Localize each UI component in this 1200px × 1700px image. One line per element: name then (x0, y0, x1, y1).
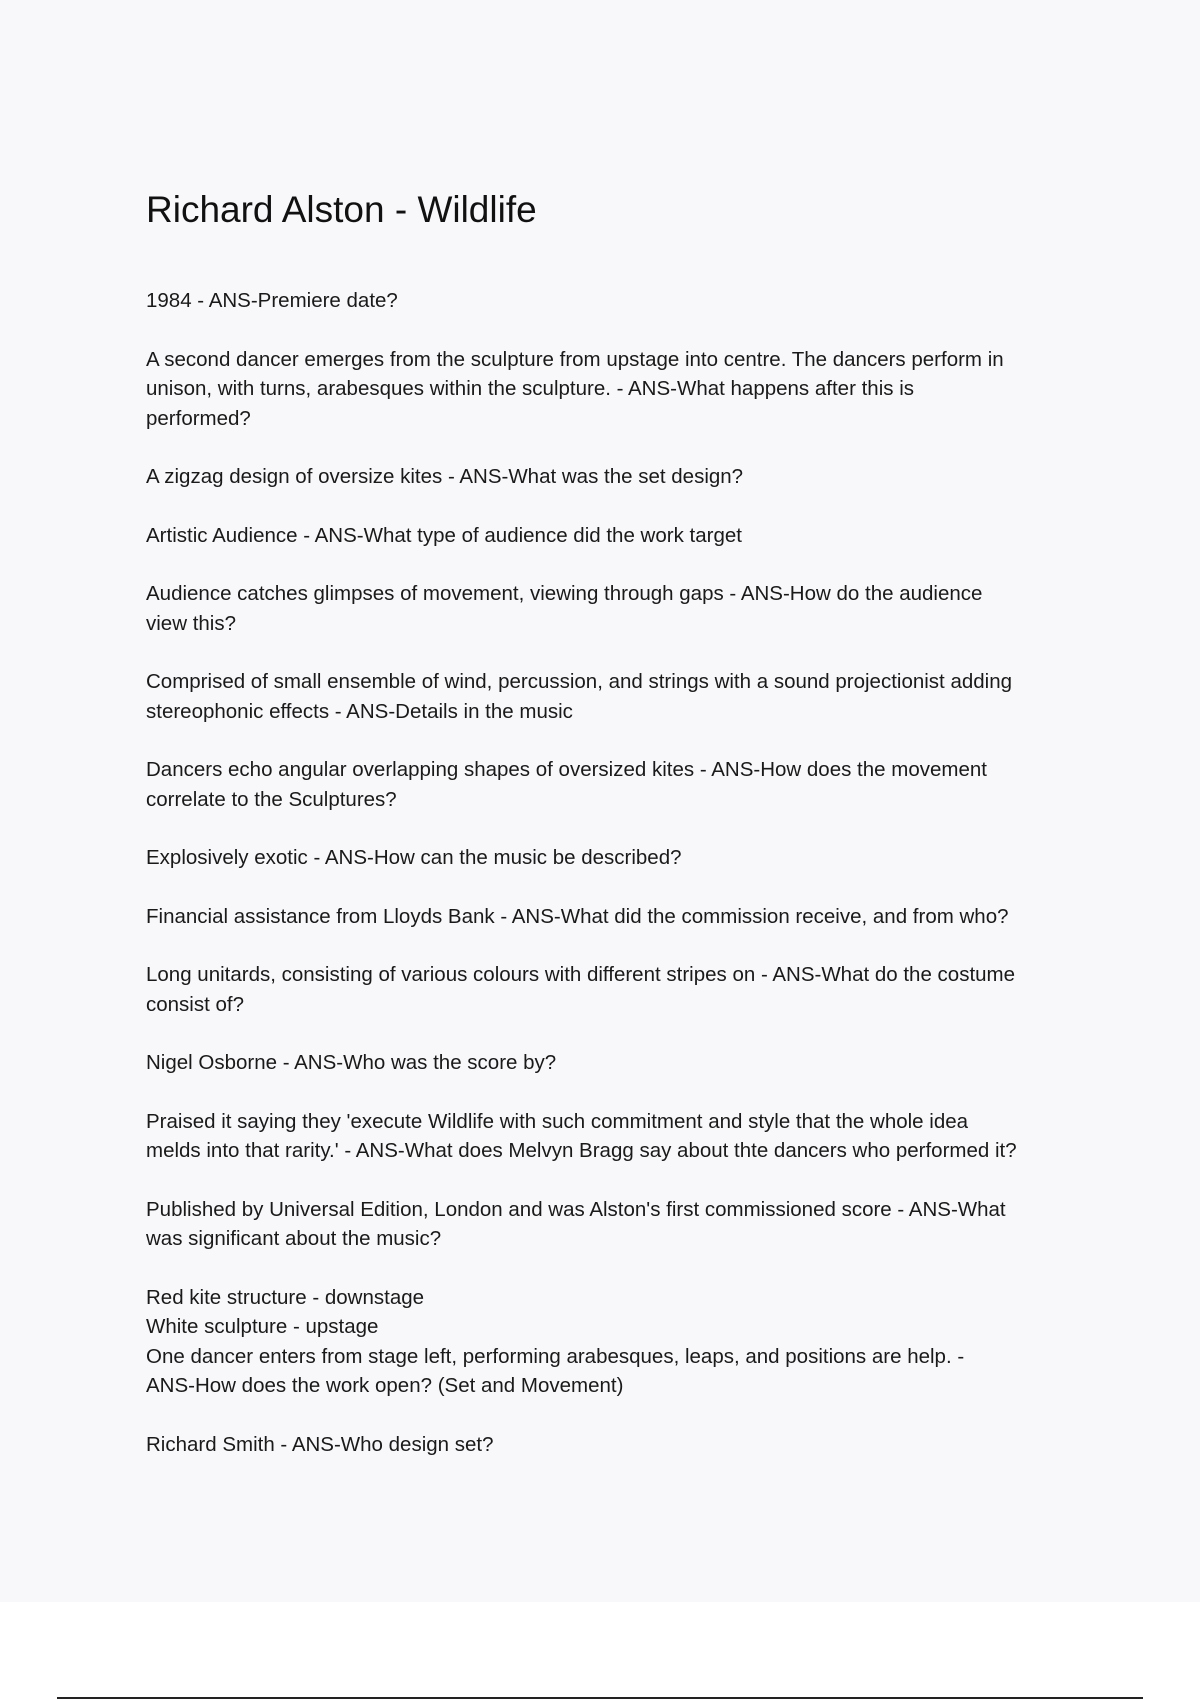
entry-line: A zigzag design of oversize kites - ANS-What was the set design? (146, 465, 744, 488)
document-content (146, 186, 1106, 1488)
entry-line: ANS-How does the work open? (Set and Movement) (146, 1374, 624, 1397)
qa-entry (146, 286, 1106, 316)
entry-line: melds into that rarity.' - ANS-What does Melvyn Bragg say about thte dancers who performed it? (146, 1139, 1017, 1162)
entry-line: Explosively exotic - ANS-How can the music be described? (146, 846, 682, 869)
entry-line: 1984 - ANS-Premiere date? (146, 289, 398, 312)
qa-entry (146, 462, 1106, 492)
entry-line: One dancer enters from stage left, performing arabesques, leaps, and positions are help. - (146, 1344, 965, 1368)
entry-line: stereophonic effects - ANS-Details in the music (146, 699, 573, 723)
qa-entry (146, 667, 1106, 726)
entry-line: Financial assistance from Lloyds Bank - ANS-What did the commission receive, and from who? (146, 904, 1009, 928)
entry-line: Richard Smith - ANS-Who design set? (146, 1432, 494, 1456)
entry-line: was significant about the music? (146, 1227, 442, 1250)
entry-line: Dancers echo angular overlapping shapes of oversized kites - ANS-How does the movement (146, 758, 987, 781)
qa-entry (146, 755, 1106, 814)
qa-entry (146, 579, 1106, 638)
entry-line: correlate to the Sculptures? (146, 787, 397, 811)
page-divider (57, 1697, 1143, 1699)
entry-line: unison, with turns, arabesques within the sculpture. - ANS-What happens after this is (146, 377, 914, 400)
entry-line: Praised it saying they 'execute Wildlife with such commitment and style that the whole idea (146, 1109, 969, 1133)
qa-entry (146, 902, 1106, 932)
qa-entry (146, 843, 1106, 873)
qa-entry (146, 960, 1106, 1019)
entry-line: view this? (146, 611, 237, 635)
entry-line: Comprised of small ensemble of wind, percussion, and strings with a sound projectionist adding (146, 670, 1013, 693)
entry-line: Long unitards, consisting of various colours with different stripes on - ANS-What do the costume (146, 963, 1016, 986)
entry-line: Published by Universal Edition, London and was Alston's first commissioned score - ANS-What (146, 1197, 1006, 1221)
qa-entry (146, 521, 1106, 551)
qa-entry (146, 1430, 1106, 1460)
entry-line: White sculpture - upstage (146, 1315, 379, 1338)
entry-line: Artistic Audience - ANS-What type of audience did the work target (146, 523, 742, 547)
entry-line: consist of? (146, 992, 244, 1016)
document-title: Richard Alston - Wildlife (146, 189, 537, 230)
qa-entry (146, 1283, 1106, 1401)
entry-line: Audience catches glimpses of movement, viewing through gaps - ANS-How do the audience (146, 582, 983, 605)
qa-entry (146, 1048, 1106, 1078)
qa-entry (146, 345, 1106, 434)
entry-line: Red kite structure - downstage (146, 1285, 425, 1309)
entry-line: A second dancer emerges from the sculpture from upstage into centre. The dancers perform in (146, 347, 1004, 371)
entry-line: Nigel Osborne - ANS-Who was the score by? (146, 1051, 557, 1074)
qa-entry (146, 1107, 1106, 1166)
entry-line: performed? (146, 406, 251, 430)
qa-entry (146, 1195, 1106, 1254)
